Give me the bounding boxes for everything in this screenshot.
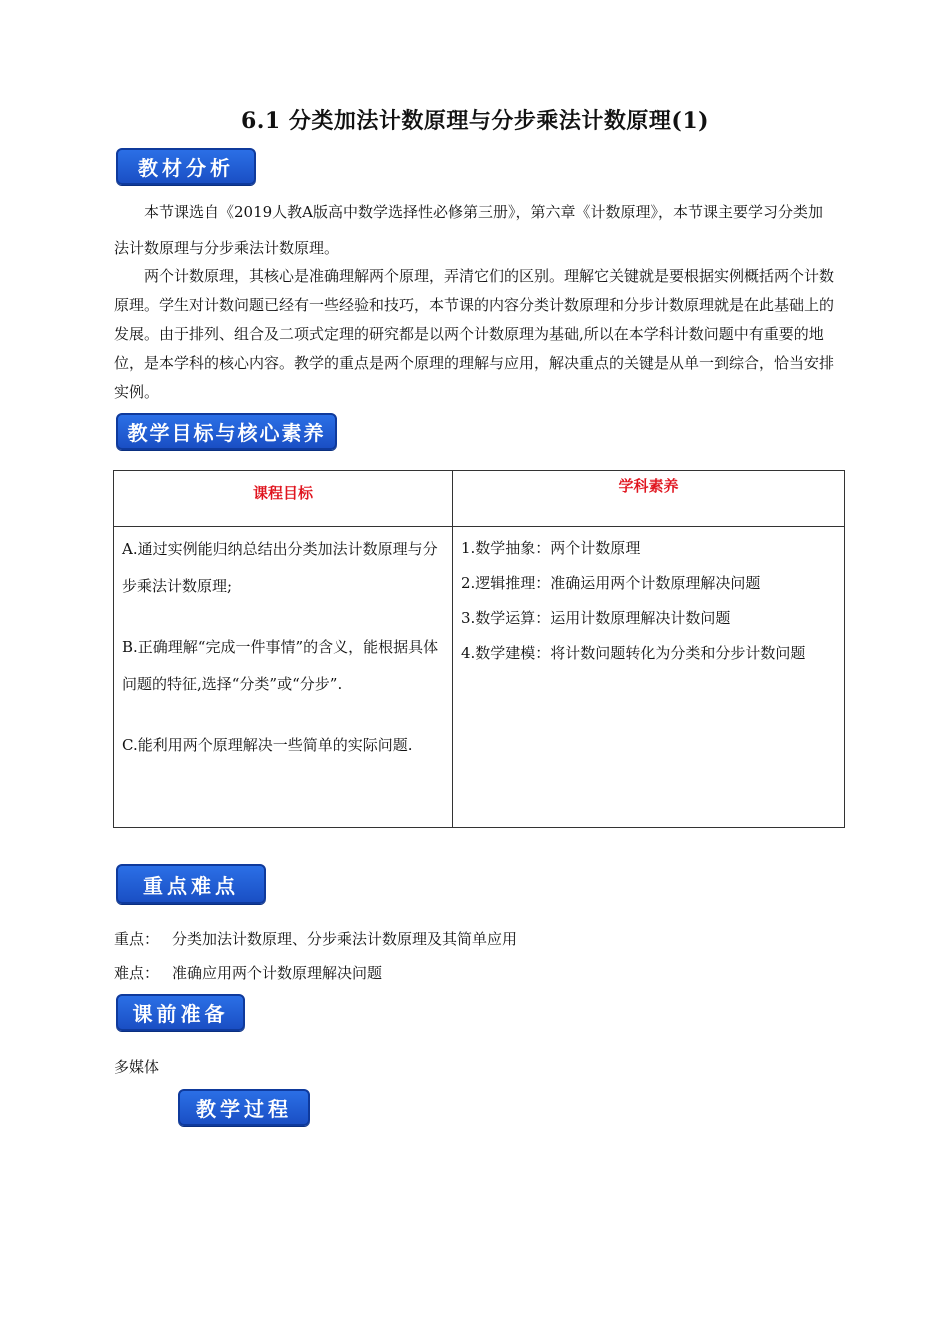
- literacy-item-2: 2.逻辑推理：准确运用两个计数原理解决问题: [461, 574, 761, 592]
- goals-table: [113, 470, 845, 828]
- literacy-item-1: 1.数学抽象：两个计数原理: [461, 539, 641, 557]
- literacy-item-3: 3.数学运算：运用计数原理解决计数问题: [461, 609, 731, 627]
- key-point-label: 重点：: [114, 930, 160, 948]
- analysis-paragraph-2: 两个计数原理，其核心是准确理解两个原理，弄清它们的区别。理解它关键就是要根据实例概括两个计数原理。学生对计数问题已经有一些经验和技巧，本节课的内容分类计数原理和分步计数原理就是在此基础上的发展。由于排列、组合及二项式定理的研究都是以两个计数原理为基础,所以在本学科计数问题中有重要的地位，是本学科的核心内容。教学的重点是两个原理的理解与应用，解决重点的关键是从单一到综合，恰当安排实例。: [114, 267, 835, 401]
- key-point-line: [114, 928, 517, 949]
- prep-text: 多媒体: [114, 1058, 160, 1076]
- course-goal-b: B.正确理解“完成一件事情”的含义，能根据具体问题的特征,选择“分类”或“分步”.: [122, 638, 439, 693]
- difficult-point-line: [114, 962, 382, 983]
- section-badge-goals: 教学目标与核心素养: [116, 413, 337, 450]
- section-badge-process: 教学过程: [178, 1089, 310, 1126]
- literacy-cell: [453, 527, 845, 828]
- difficult-point-label: 难点：: [114, 964, 160, 982]
- difficult-point-text: 准确应用两个计数原理解决问题: [172, 964, 383, 982]
- course-goal-c: C.能利用两个原理解决一些简单的实际问题.: [122, 736, 413, 754]
- section-badge-analysis: 教材分析: [116, 148, 256, 185]
- course-goal-a: A.通过实例能归纳总结出分类加法计数原理与分步乘法计数原理;: [122, 540, 438, 595]
- header-course-goals: 课程目标: [114, 471, 453, 527]
- page-title: 6.1 分类加法计数原理与分步乘法计数原理(1): [240, 108, 710, 134]
- header-literacy: 学科素养: [453, 471, 845, 527]
- section-badge-keypoints: 重点难点: [116, 864, 266, 904]
- key-point-text: 分类加法计数原理、分步乘法计数原理及其简单应用: [172, 930, 518, 948]
- literacy-item-4: 4.数学建模：将计数问题转化为分类和分步计数问题: [461, 644, 806, 662]
- analysis-paragraph-1: 本节课选自《2019人教A版高中数学选择性必修第三册》，第六章《计数原理》，本节课主要学习分类加法计数原理与分步乘法计数原理。: [114, 203, 824, 257]
- course-goals-cell: [114, 527, 453, 828]
- section-badge-prep: 课前准备: [116, 994, 245, 1031]
